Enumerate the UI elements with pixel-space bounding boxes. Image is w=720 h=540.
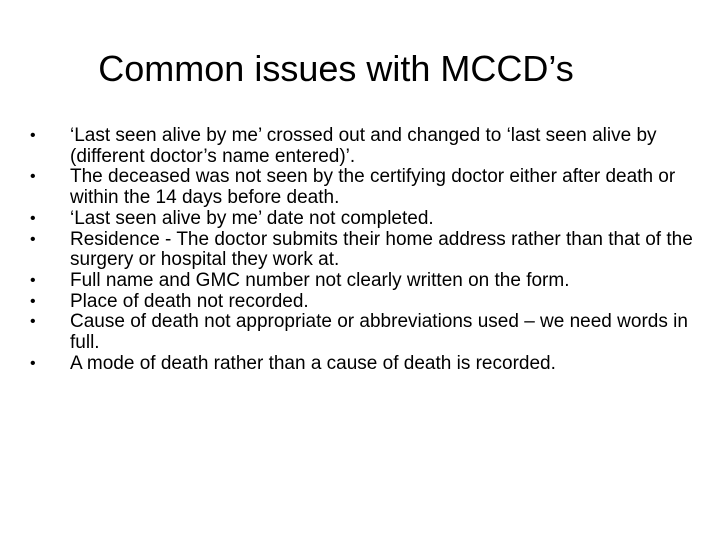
bullet-text: Place of death not recorded. bbox=[70, 290, 309, 312]
slide-title: Common issues with MCCD’s bbox=[98, 48, 574, 89]
bullet-text: A mode of death rather than a cause of death is recorded. bbox=[70, 352, 556, 374]
bullet-list bbox=[26, 126, 696, 374]
bullet-item bbox=[26, 354, 696, 375]
bullet-icon: • bbox=[30, 354, 36, 372]
bullet-item bbox=[26, 209, 696, 230]
bullet-text: The deceased was not seen by the certifying doctor either after death or within the 14 days before death. bbox=[70, 166, 676, 209]
bullet-item bbox=[26, 167, 696, 208]
bullet-icon: • bbox=[30, 230, 36, 248]
bullet-item bbox=[26, 271, 696, 292]
bullet-item bbox=[26, 230, 696, 271]
bullet-text: Full name and GMC number not clearly written on the form. bbox=[70, 269, 570, 291]
bullet-text: Cause of death not appropriate or abbreviations used – we need words in full. bbox=[70, 311, 688, 354]
bullet-icon: • bbox=[30, 168, 36, 186]
bullet-icon: • bbox=[30, 127, 36, 144]
bullet-icon: • bbox=[30, 313, 36, 331]
bullet-item bbox=[26, 292, 696, 313]
bullet-text: Residence - The doctor submits their home address rather than that of the surgery or hospital they work at. bbox=[70, 228, 693, 271]
bullet-text: ‘Last seen alive by me’ date not completed. bbox=[70, 207, 434, 229]
bullet-icon: • bbox=[30, 209, 36, 227]
bullet-item bbox=[26, 312, 696, 353]
bullet-text: ‘Last seen alive by me’ crossed out and changed to ‘last seen alive by (different doctor’s name entered)’. bbox=[70, 125, 657, 167]
bullet-icon: • bbox=[30, 271, 36, 289]
bullet-icon: • bbox=[30, 292, 36, 310]
bullet-item bbox=[26, 126, 696, 167]
